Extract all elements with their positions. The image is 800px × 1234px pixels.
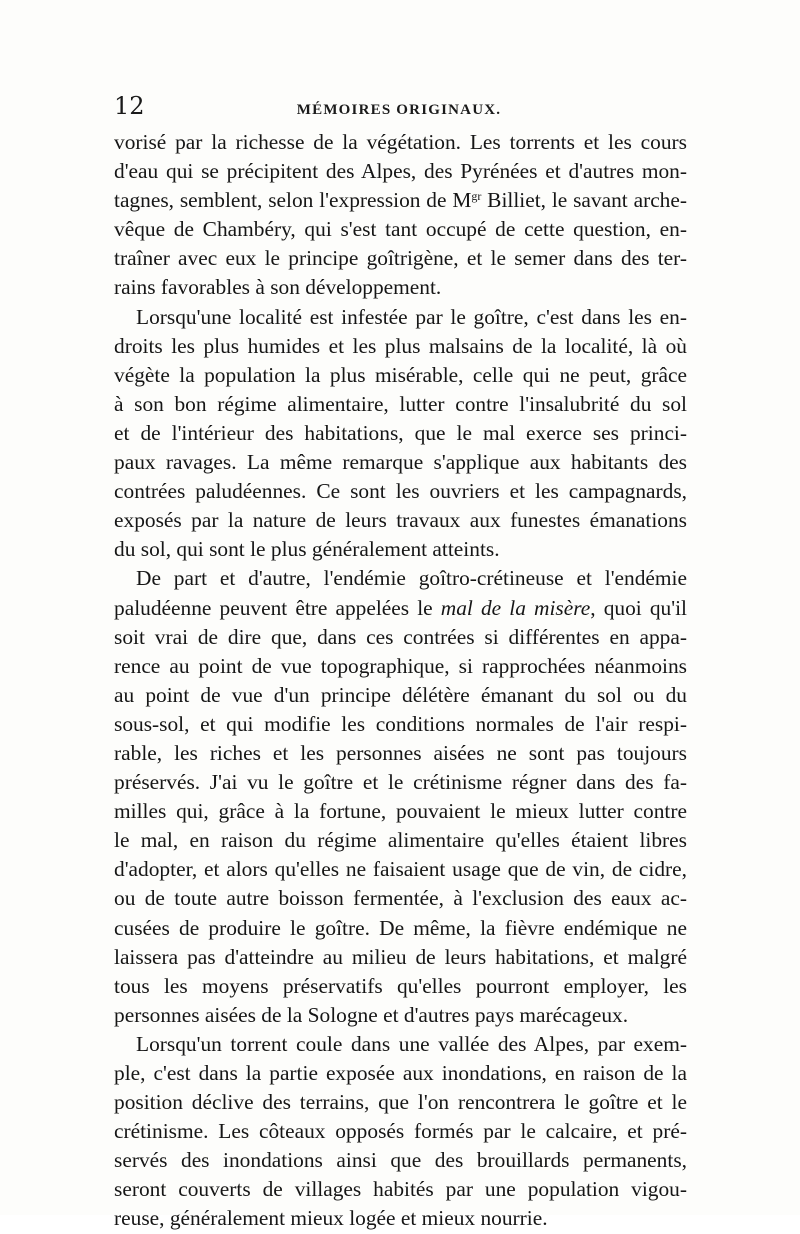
text-line: droits les plus humides et les plus malsains de la localité, là où [114, 333, 687, 358]
text-line: reuse, généralement mieux logée et mieux nourrie. [114, 1206, 548, 1231]
text-line: d'adopter, et alors qu'elles ne faisaient usage que de vin, de cidre, [114, 857, 687, 882]
text-line: préservés. J'ai vu le goître et le crétinisme régner dans des fa- [114, 770, 687, 795]
superscript: gr [471, 189, 482, 204]
text-line: Lorsqu'une localité est infestée par le goître, c'est dans les en- [136, 304, 687, 329]
text-line: contrées paludéennes. Ce sont les ouvriers et les campagnards, [114, 479, 687, 504]
text-line: vorisé par la richesse de la végétation. Les torrents et les cours [114, 130, 687, 154]
text-line: le mal, en raison du régime alimentaire qu'elles étaient libres [114, 828, 687, 853]
page-number: 12 [114, 92, 145, 120]
text-line: rains favorables à son développement. [114, 275, 442, 300]
body-text [114, 128, 687, 1234]
text-segment: tagnes, semblent, selon l'expression de M [114, 188, 472, 213]
text-segment: , quoi qu'il [590, 595, 687, 620]
text-line: seront couverts de villages habités par une population vigou- [114, 1177, 687, 1202]
text-line: ple, c'est dans la partie exposée aux inondations, en raison de la [114, 1061, 687, 1085]
text-line: servés des inondations ainsi que des brouillards permanents, [114, 1148, 687, 1173]
text-line: crétinisme. Les côteaux opposés formés par le calcaire, et pré- [114, 1119, 687, 1144]
page-header [114, 92, 684, 122]
text-line: laissera pas d'atteindre au milieu de leurs habitations, et malgré [114, 944, 687, 969]
text-line: rable, les riches et les personnes aisées ne sont pas toujours [114, 740, 687, 765]
text-line: Lorsqu'un torrent coule dans une vallée des Alpes, par exem- [136, 1031, 687, 1056]
text-line [114, 186, 687, 215]
text-line: milles qui, grâce à la fortune, pouvaient le mieux lutter contre [114, 799, 687, 824]
text-line: soit vrai de dire que, dans ces contrées si différentes en appa- [114, 624, 687, 649]
text-line: cusées de produire le goître. De même, la fièvre endémique ne [114, 915, 687, 940]
text-line: d'eau qui se précipitent des Alpes, des Pyrénées et d'autres mon- [114, 159, 687, 184]
text-line [114, 594, 687, 623]
text-line: ou de toute autre boisson fermentée, à l'exclusion des eaux ac- [114, 886, 687, 911]
text-line: traîner avec eux le principe goîtrigène, et le semer dans des ter- [114, 246, 687, 271]
text-line: rence au point de vue topographique, si rapprochées néanmoins [114, 653, 687, 678]
running-head: MÉMOIRES ORIGINAUX. [296, 102, 502, 118]
text-line: du sol, qui sont le plus généralement atteints. [114, 537, 500, 562]
text-line: à son bon régime alimentaire, lutter contre l'insalubrité du sol [114, 391, 687, 416]
text-line: personnes aisées de la Sologne et d'autres pays marécageux. [114, 1002, 629, 1027]
text-line: végète la population la plus misérable, celle qui ne peut, grâce [114, 362, 687, 387]
text-line: De part et d'autre, l'endémie goîtro-crétineuse et l'endémie [136, 566, 687, 591]
text-line: exposés par la nature de leurs travaux aux funestes émanations [114, 508, 687, 533]
text-line: tous les moyens préservatifs qu'elles pourront employer, les [114, 973, 687, 998]
italic-phrase: mal de la misère [440, 595, 591, 620]
text-segment: Billiet, le savant arche- [481, 188, 687, 213]
text-line: vêque de Chambéry, qui s'est tant occupé de cette question, en- [114, 217, 687, 242]
text-line: paux ravages. La même remarque s'applique aux habitants des [114, 450, 687, 475]
text-line: et de l'intérieur des habitations, que le mal exerce ses princi- [114, 420, 687, 445]
text-line: position déclive des terrains, que l'on rencontrera le goître et le [114, 1090, 687, 1115]
text-line: au point de vue d'un principe délétère émanant du sol ou du [114, 682, 687, 707]
text-segment: paludéenne peuvent être appelées le [114, 595, 441, 620]
text-line: sous-sol, et qui modifie les conditions normales de l'air respi- [114, 711, 687, 736]
